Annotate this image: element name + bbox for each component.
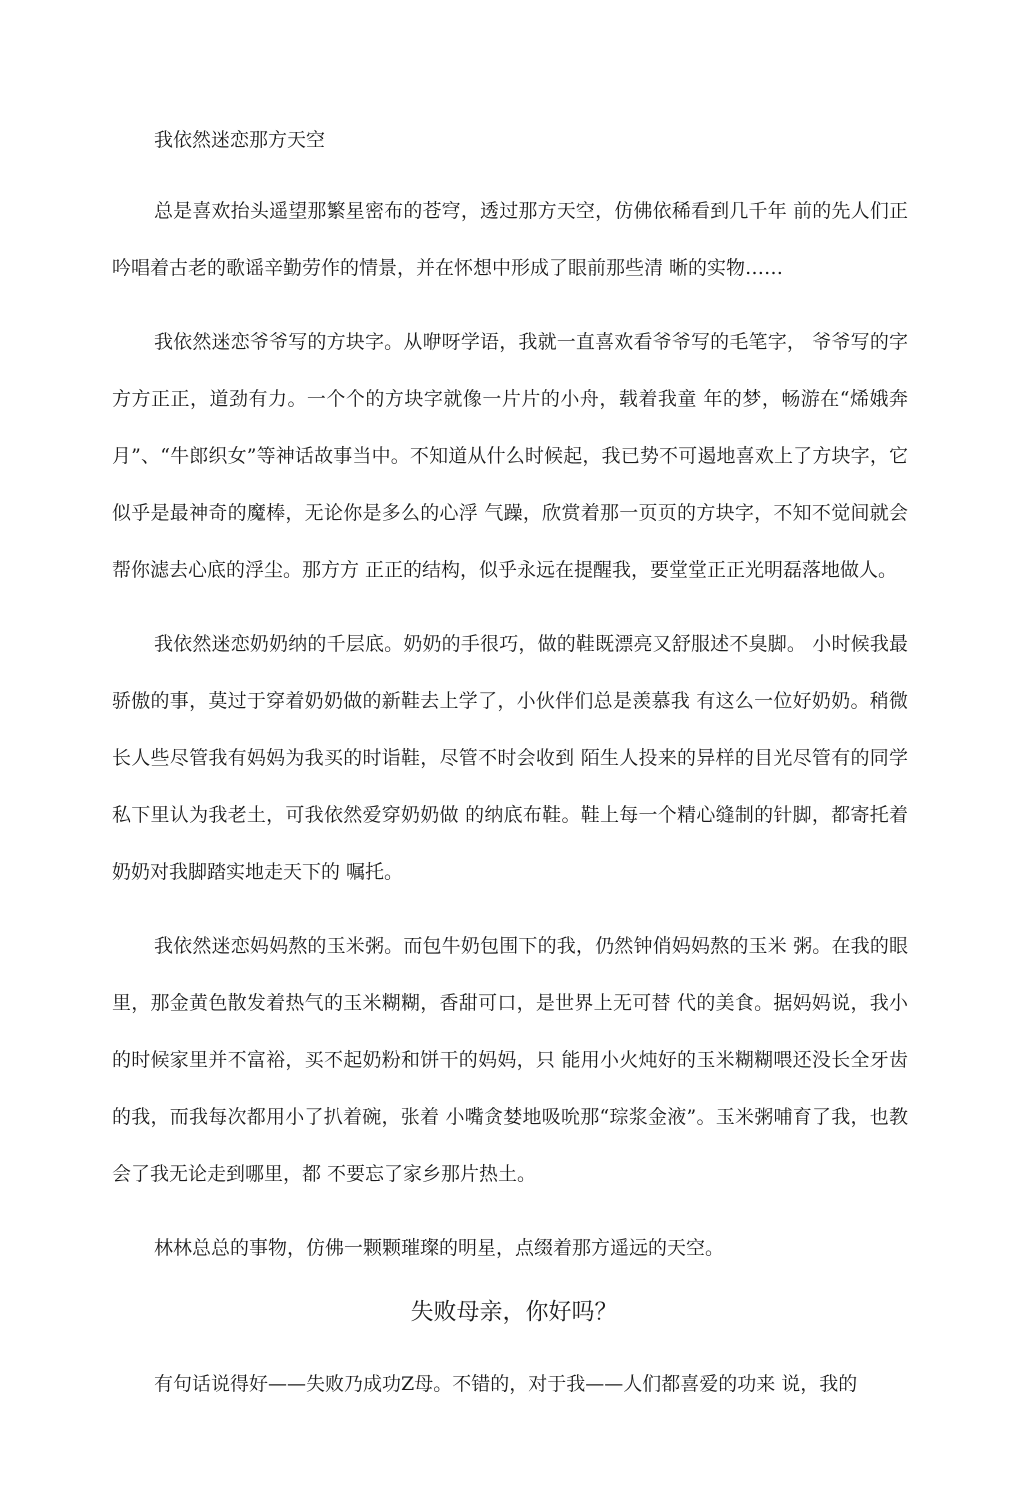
paragraph-essay2-opening: 有句话说得好——失败乃成功Z母。不错的，对于我——人们都喜爱的功来 说，我的 — [154, 1373, 858, 1395]
paragraph-mom-porridge: 我依然迷恋妈妈熬的玉米粥。而包牛奶包围下的我，仍然钟俏妈妈熬的玉米 粥。在我的眼里，那金黄色散发着热气的玉米糊糊，香甜可口，是世界上无可替 代的美食。据妈妈说，我小的时候家里并不富裕，买不起奶粉和饼干的妈妈，只 能用小火炖好的玉米糊糊喂还没长全牙齿的我，而我每次都用小了扒着碗，张着 小嘴贪婪地吸吮那“琮浆金液”。玉米粥哺育了我，也教会了我无论走到哪里，都 不要忘了家乡那片热土。 — [112, 935, 908, 1185]
essay2-title: 失败母亲，你好吗？ — [410, 1299, 618, 1325]
paragraph-conclusion: 林林总总的事物，仿佛一颗颗璀璨的明星，点缀着那方遥远的天空。 — [154, 1237, 725, 1259]
paragraph-grandma-shoes: 我依然迷恋奶奶纳的千层底。奶奶的手很巧，做的鞋既漂亮又舒服述不臭脚。 小时候我最骄傲的事，莫过于穿着奶奶做的新鞋去上学了，小伙伴们总是羡慕我 有这么一位好奶奶。稍微长人些尽管我有妈妈为我买的时诣鞋，尽管不时会收到 陌生人投来的异样的目光尽管有的同学私下里认为我老土，可我依然爱穿奶奶做 的纳底布鞋。鞋上每一个精心缝制的针脚，都寄托着奶奶对我脚踏实地走天下的 嘱托。 — [112, 633, 908, 883]
paragraph-intro: 总是喜欢抬头遥望那繁星密布的苍穹，透过那方天空，仿佛依稀看到几千年 前的先人们正吟唱着古老的歌谣辛勤劳作的情景，并在怀想中形成了眼前那些清 晰的实物…… — [112, 200, 908, 279]
paragraph-grandpa-calligraphy: 我依然迷恋爷爷写的方块字。从咿呀学语，我就一直喜欢看爷爷写的毛笔字， 爷爷写的字方方正正，道劲有力。一个个的方块字就像一片片的小舟，载着我童 年的梦，畅游在“烯娥奔月”、“牛郎织女”等神话故事当中。不知道从什么时候起，我已势不可遏地喜欢上了方块字，它似乎是最神奇的魔棒，无论你是多么的心浮 气躁，欣赏着那一页页的方块字，不知不觉间就会帮你滤去心底的浮尘。那方方 正正的结构，似乎永远在提醒我，要堂堂正正光明磊落地做人。 — [112, 331, 908, 581]
essay-title: 我依然迷恋那方天空 — [154, 129, 326, 151]
